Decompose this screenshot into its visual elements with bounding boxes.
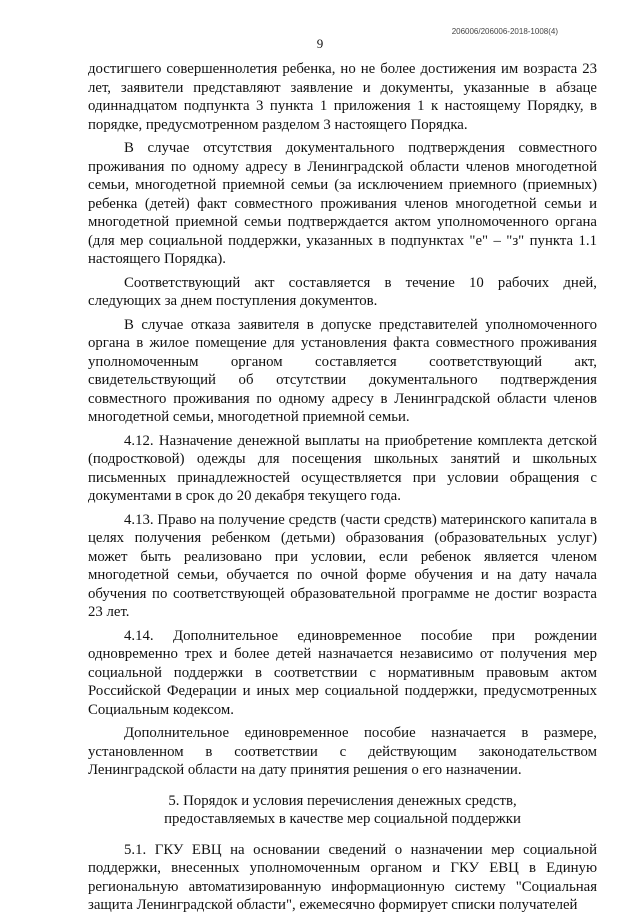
paragraph: достигшего совершеннолетия ребенка, но не более достижения им возраста 23 лет, заявители представляют заявление и документы, указанные в абзаце одиннадцатом подпункта 3 пункта 1 приложения 1 к настоящему Порядку, в порядке, предусмотренном разделом 3 настоящего Порядка.: [88, 61, 597, 133]
document-body: [88, 60, 597, 920]
paragraph: Соответствующий акт составляется в течение 10 рабочих дней, следующих за днем поступления документов.: [88, 274, 597, 309]
paragraph: 4.14. Дополнительное единовременное пособие при рождении одновременно трех и более детей назначается независимо от получения мер социальной поддержки в соответствии с нормативным правовым актом Российской Федерации и иных мер социальной поддержки, предусмотренных Социальным кодексом.: [88, 627, 597, 718]
section-heading-line: предоставляемых в качестве мер социальной поддержки: [164, 811, 521, 827]
section-heading: [88, 792, 597, 829]
paragraph: В случае отсутствия документального подтверждения совместного проживания по одному адресу в Ленинградской области членов многодетной семьи, многодетной приемной семьи (за исключением приемного (приемных) ребенка (детей) факт совместного проживания членов многодетной семьи и многодетной приемной семьи подтверждается актом уполномоченного органа (для мер социальной поддержки, указанных в подпунктах "е" – "з" пункта 1.1 настоящего Порядка).: [88, 140, 597, 267]
paragraph: В случае отказа заявителя в допуске представителей уполномоченного органа в жилое помещение для установления факта совместного проживания уполномоченным органом составляется соответствующий акт, свидетельствующий об отсутствии документального подтверждения совместного проживания по одному адресу в Ленинградской области членов многодетной семьи, многодетной приемной семьи.: [88, 316, 597, 425]
paragraph: 4.12. Назначение денежной выплаты на приобретение комплекта детской (подростковой) одежды для посещения школьных занятий и школьных письменных принадлежностей осуществляется при условии обращения с документами в срок до 20 декабря текущего года.: [88, 432, 597, 504]
paragraph: 5.1. ГКУ ЕВЦ на основании сведений о назначении мер социальной поддержки, внесенных уполномоченным органом и ГКУ ЕВЦ в Единую региональную автоматизированную информационную систему "Социальная защита Ленинградской области", ежемесячно формирует списки получателей: [88, 841, 597, 913]
page-number: 9: [316, 36, 324, 51]
section-heading-line: 5. Порядок и условия перечисления денежных средств,: [168, 792, 517, 809]
paragraph: Дополнительное единовременное пособие назначается в размере, установленном в соответствии с действующим законодательством Ленинградской области на дату принятия решения о его назначении.: [88, 725, 597, 778]
paragraph: 4.13. Право на получение средств (части средств) материнского капитала в целях получения ребенком (детьми) образования (образовательных услуг) может быть реализовано при условии, если ребенок является членом многодетной семьи, обучается по очной форме обучения и на дату начала обучения по соответствующей образовательной программе не достиг возраста 23 лет.: [88, 511, 597, 620]
document-code: 206006/206006-2018-1008(4): [451, 27, 558, 36]
